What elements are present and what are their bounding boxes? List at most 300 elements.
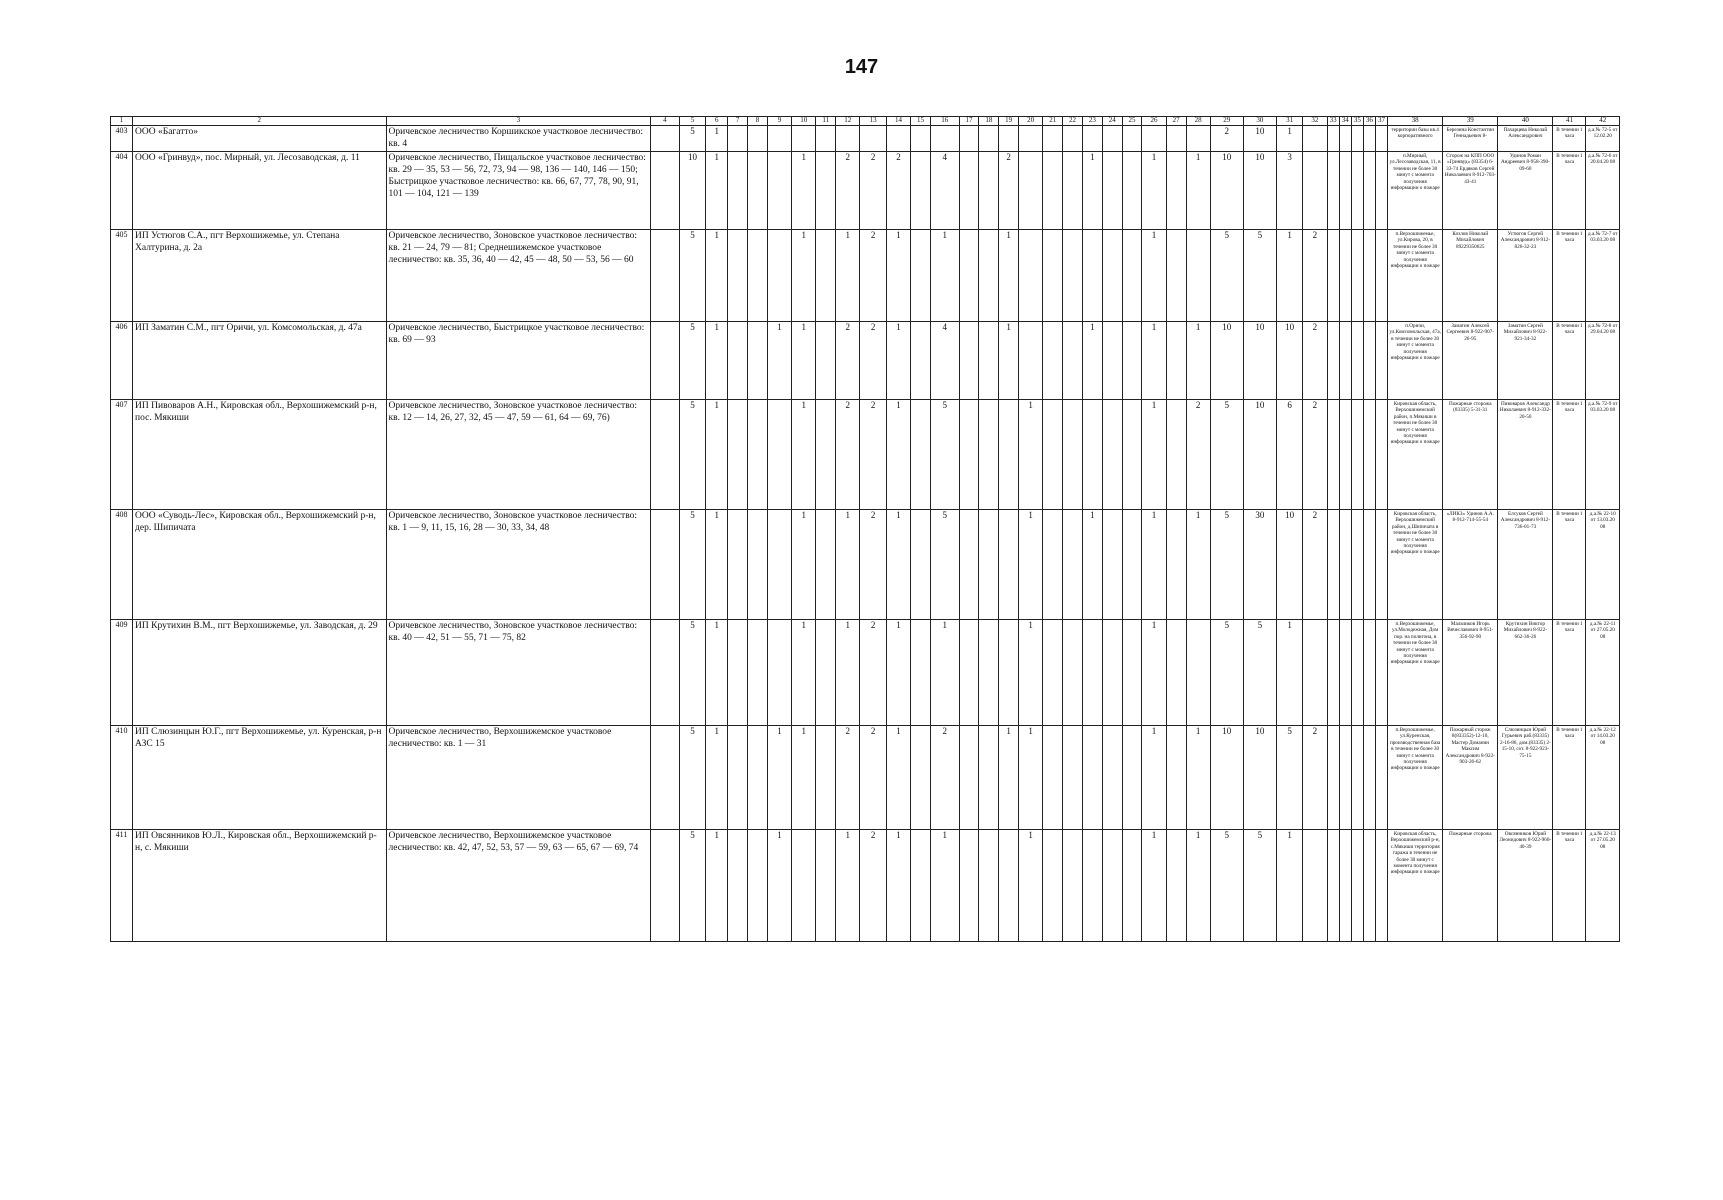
count-cell-36 [1363, 830, 1375, 942]
table-row [111, 322, 1620, 400]
count-cell-30: 5 [1243, 230, 1276, 322]
contact-cell-39: Мальчиков Игорь Вячеславович 8-951-356-92-90 [1443, 620, 1498, 726]
count-cell-36 [1363, 322, 1375, 400]
count-cell-31: 1 [1276, 126, 1302, 152]
count-cell-21 [1043, 230, 1063, 322]
column-header-14: 14 [886, 117, 910, 126]
contact-cell-41: В течении 1 часа [1553, 726, 1586, 830]
count-cell-7 [728, 620, 748, 726]
forest-area-cell: Оричевское лесничество, Пищальское участковое лесничество: кв. 29 — 35, 53 — 56, 72, 73, 94 — 98, 136 — 140, 146 — 150; Быстрицкое участковое лесничество: кв. 66, 67, 77, 78, 90, 91, 101 — 104, 121 — 139 [386, 152, 651, 230]
count-cell-22 [1063, 510, 1083, 620]
count-cell-37 [1375, 620, 1387, 726]
count-cell-18 [979, 400, 999, 510]
column-header-22: 22 [1063, 117, 1083, 126]
column-header-18: 18 [979, 117, 999, 126]
count-cell-35 [1351, 230, 1363, 322]
contact-cell-39: Березина Константин Геннадьевич 8- [1443, 126, 1498, 152]
table-row [111, 620, 1620, 726]
count-cell-36 [1363, 400, 1375, 510]
count-cell-7 [728, 400, 748, 510]
count-cell-4 [651, 620, 680, 726]
count-cell-4 [651, 400, 680, 510]
count-cell-34 [1339, 126, 1351, 152]
count-cell-20: 1 [1019, 726, 1043, 830]
row-number: 405 [111, 230, 133, 322]
count-cell-8 [748, 726, 768, 830]
row-number: 403 [111, 126, 133, 152]
page-number: 147 [844, 56, 879, 78]
count-cell-23 [1082, 126, 1102, 152]
count-cell-21 [1043, 400, 1063, 510]
count-cell-24 [1102, 510, 1122, 620]
count-cell-13: 2 [860, 620, 886, 726]
column-header-13: 13 [860, 117, 886, 126]
count-cell-37 [1375, 230, 1387, 322]
count-cell-21 [1043, 322, 1063, 400]
column-header-11: 11 [816, 117, 836, 126]
contact-cell-39: Сторож на КПП ООО «Гринвуд» (83354) 6-33-74 Ердяков Сергей Николаевич 8-912-703-43-41 [1443, 152, 1498, 230]
count-cell-23 [1082, 400, 1102, 510]
count-cell-5: 5 [679, 230, 705, 322]
count-cell-21 [1043, 510, 1063, 620]
count-cell-22 [1063, 230, 1083, 322]
forest-area-cell: Оричевское лесничество Коршикское участковое лесничество: кв. 4 [386, 126, 651, 152]
column-header-1: 1 [111, 117, 133, 126]
count-cell-15 [911, 726, 931, 830]
count-cell-8 [748, 152, 768, 230]
forest-area-cell: Оричевское лесничество, Зоновское участковое лесничество: кв. 12 — 14, 26, 27, 32, 45 — 47, 59 — 61, 64 — 69, 76) [386, 400, 651, 510]
count-cell-22 [1063, 126, 1083, 152]
count-cell-28: 2 [1186, 400, 1210, 510]
organization-cell: ИП Заматин С.М., пгт Оричи, ул. Комсомольская, д. 47а [133, 322, 387, 400]
count-cell-24 [1102, 152, 1122, 230]
count-cell-4 [651, 230, 680, 322]
count-cell-6: 1 [706, 620, 728, 726]
count-cell-25 [1122, 400, 1142, 510]
forest-area-cell: Оричевское лесничество, Зоновское участковое лесничество: кв. 40 — 42, 51 — 55, 71 — 75, 82 [386, 620, 651, 726]
count-cell-30: 10 [1243, 322, 1276, 400]
count-cell-37 [1375, 510, 1387, 620]
count-cell-9: 1 [767, 322, 791, 400]
contact-cell-42: д.а.№ 72-6 от 20.04.20 08 [1586, 152, 1620, 230]
contact-cell-42: д.а.№ 72-9 от 03.03.20 08 [1586, 400, 1620, 510]
count-cell-32: 2 [1303, 230, 1327, 322]
count-cell-24 [1102, 126, 1122, 152]
count-cell-15 [911, 126, 931, 152]
contact-cell-42: д.а.№ 22-11 от 27.05.20 08 [1586, 620, 1620, 726]
count-cell-33 [1327, 152, 1339, 230]
count-cell-9 [767, 510, 791, 620]
count-cell-35 [1351, 726, 1363, 830]
contact-cell-42: д.а.№ 72-8 от 29.04.20 08 [1586, 322, 1620, 400]
count-cell-27 [1166, 726, 1186, 830]
count-cell-9 [767, 230, 791, 322]
count-cell-14: 1 [886, 230, 910, 322]
count-cell-36 [1363, 620, 1375, 726]
count-cell-30: 10 [1243, 152, 1276, 230]
count-cell-28: 1 [1186, 510, 1210, 620]
count-cell-12: 2 [836, 152, 860, 230]
contact-cell-38: п.Оричи, ул.Комсомольская, 47а, в течении не более 30 минут с момента получения информации о пожаре [1388, 322, 1443, 400]
row-number: 411 [111, 830, 133, 942]
count-cell-32 [1303, 620, 1327, 726]
count-cell-10: 1 [792, 152, 816, 230]
count-cell-35 [1351, 510, 1363, 620]
count-cell-20: 1 [1019, 830, 1043, 942]
count-cell-7 [728, 726, 748, 830]
count-cell-29: 5 [1210, 400, 1243, 510]
row-number: 406 [111, 322, 133, 400]
count-cell-27 [1166, 126, 1186, 152]
count-cell-19 [999, 510, 1019, 620]
contact-cell-42: д.а.№ 22-12 от 14.03.20 08 [1586, 726, 1620, 830]
count-cell-12: 1 [836, 830, 860, 942]
count-cell-24 [1102, 400, 1122, 510]
count-cell-10 [792, 830, 816, 942]
count-cell-28 [1186, 230, 1210, 322]
count-cell-30: 10 [1243, 400, 1276, 510]
table-row [111, 510, 1620, 620]
count-cell-24 [1102, 230, 1122, 322]
count-cell-27 [1166, 830, 1186, 942]
count-cell-30: 10 [1243, 726, 1276, 830]
count-cell-22 [1063, 830, 1083, 942]
count-cell-20: 1 [1019, 400, 1043, 510]
count-cell-36 [1363, 126, 1375, 152]
column-header-3: 3 [386, 117, 651, 126]
count-cell-20 [1019, 152, 1043, 230]
column-header-38: 38 [1388, 117, 1443, 126]
count-cell-15 [911, 830, 931, 942]
count-cell-34 [1339, 230, 1351, 322]
organization-cell: ООО «Гринвуд», пос. Мирный, ул. Лесозаводская, д. 11 [133, 152, 387, 230]
count-cell-25 [1122, 620, 1142, 726]
count-cell-27 [1166, 620, 1186, 726]
count-cell-7 [728, 322, 748, 400]
count-cell-22 [1063, 152, 1083, 230]
contact-cell-39: Пожарные сторожа [1443, 830, 1498, 942]
count-cell-4 [651, 726, 680, 830]
count-cell-7 [728, 152, 748, 230]
count-cell-21 [1043, 620, 1063, 726]
count-cell-30: 5 [1243, 830, 1276, 942]
contact-cell-39: Пожарные сторожа (83335) 5-31-31 [1443, 400, 1498, 510]
count-cell-23 [1082, 230, 1102, 322]
count-cell-14: 1 [886, 510, 910, 620]
column-header-39: 39 [1443, 117, 1498, 126]
column-header-33: 33 [1327, 117, 1339, 126]
column-header-24: 24 [1102, 117, 1122, 126]
column-header-32: 32 [1303, 117, 1327, 126]
contact-cell-40: Удинов Роман Андреевич 8-958-390-09-60 [1498, 152, 1553, 230]
count-cell-12: 1 [836, 620, 860, 726]
organization-cell: ИП Крутихин В.М., пгт Верхошижемье, ул. Заводская, д. 29 [133, 620, 387, 726]
contact-cell-40: Овсянников Юрий Леонидович 8-922-960-40-39 [1498, 830, 1553, 942]
count-cell-4 [651, 152, 680, 230]
organization-cell: ИП Слюзинцын Ю.Г., пгт Верхошижемье, ул. Куренская, р-н АЗС 15 [133, 726, 387, 830]
organization-cell: ИП Пивоваров А.Н., Кировская обл., Верхошижемский р-н, пос. Мякиши [133, 400, 387, 510]
forest-area-cell: Оричевское лесничество, Быстрицкое участковое лесничество: кв. 69 — 93 [386, 322, 651, 400]
count-cell-13: 2 [860, 726, 886, 830]
contact-cell-40: Устюгов Сергей Александрович 8-912-826-32-23 [1498, 230, 1553, 322]
contact-cell-38: Кировская область, Верхошижемский район, п.Мякиши в течении не более 30 минут с момента получения информации о пожаре [1388, 400, 1443, 510]
count-cell-36 [1363, 726, 1375, 830]
count-cell-14: 1 [886, 322, 910, 400]
count-cell-17 [959, 510, 979, 620]
count-cell-21 [1043, 830, 1063, 942]
count-cell-20 [1019, 230, 1043, 322]
contact-cell-41: В течении 1 часа [1553, 620, 1586, 726]
count-cell-25 [1122, 726, 1142, 830]
count-cell-35 [1351, 400, 1363, 510]
count-cell-8 [748, 126, 768, 152]
count-cell-15 [911, 510, 931, 620]
column-number-header [111, 117, 1620, 126]
count-cell-14: 1 [886, 400, 910, 510]
column-header-17: 17 [959, 117, 979, 126]
contact-cell-40: Елсуков Сергей Александрович 8-912-736-01-73 [1498, 510, 1553, 620]
column-header-36: 36 [1363, 117, 1375, 126]
column-header-31: 31 [1276, 117, 1302, 126]
count-cell-26: 1 [1142, 400, 1166, 510]
contact-cell-38: Кировская область, Верхошижемский район, д.Шипичата в течении не более 30 минут с момента получения информации о пожаре [1388, 510, 1443, 620]
column-header-37: 37 [1375, 117, 1387, 126]
count-cell-24 [1102, 726, 1122, 830]
count-cell-27 [1166, 400, 1186, 510]
count-cell-6: 1 [706, 510, 728, 620]
row-number: 407 [111, 400, 133, 510]
contact-cell-38: п.Верхошижемье, ул.Кирова, 20, в течении не более 30 минут с момента получения информации о пожаре [1388, 230, 1443, 322]
column-header-25: 25 [1122, 117, 1142, 126]
count-cell-29: 5 [1210, 620, 1243, 726]
count-cell-5: 10 [679, 152, 705, 230]
count-cell-11 [816, 620, 836, 726]
count-cell-29: 5 [1210, 230, 1243, 322]
organization-cell: ООО «Суводь-Лес», Кировская обл., Верхошижемский р-н, дер. Шипичата [133, 510, 387, 620]
count-cell-29: 5 [1210, 830, 1243, 942]
count-cell-26: 1 [1142, 322, 1166, 400]
count-cell-20 [1019, 322, 1043, 400]
count-cell-6: 1 [706, 726, 728, 830]
count-cell-4 [651, 510, 680, 620]
count-cell-8 [748, 510, 768, 620]
count-cell-18 [979, 726, 999, 830]
column-header-27: 27 [1166, 117, 1186, 126]
contact-cell-38: п.Мирный, ул.Лесозаводская, 11, в течении не более 30 минут с момента получения информации о пожаре [1388, 152, 1443, 230]
count-cell-35 [1351, 152, 1363, 230]
count-cell-22 [1063, 726, 1083, 830]
count-cell-10 [792, 126, 816, 152]
count-cell-11 [816, 126, 836, 152]
count-cell-34 [1339, 322, 1351, 400]
count-cell-30: 10 [1243, 126, 1276, 152]
count-cell-16: 4 [930, 322, 959, 400]
column-header-6: 6 [706, 117, 728, 126]
count-cell-12: 2 [836, 400, 860, 510]
column-header-23: 23 [1082, 117, 1102, 126]
count-cell-5: 5 [679, 322, 705, 400]
forest-area-cell: Оричевское лесничество, Зоновское участковое лесничество: кв. 21 — 24, 79 — 81; Среднешижемское участковое лесничество: кв. 35, 36, 40 — 42, 45 — 48, 50 — 53, 56 — 60 [386, 230, 651, 322]
count-cell-25 [1122, 230, 1142, 322]
count-cell-11 [816, 400, 836, 510]
count-cell-7 [728, 510, 748, 620]
count-cell-31: 1 [1276, 830, 1302, 942]
count-cell-29: 10 [1210, 726, 1243, 830]
contact-cell-41: В течении 1 часа [1553, 510, 1586, 620]
count-cell-33 [1327, 620, 1339, 726]
column-header-15: 15 [911, 117, 931, 126]
count-cell-9 [767, 620, 791, 726]
count-cell-14: 1 [886, 726, 910, 830]
count-cell-27 [1166, 322, 1186, 400]
count-cell-5: 5 [679, 126, 705, 152]
count-cell-16: 5 [930, 400, 959, 510]
count-cell-17 [959, 230, 979, 322]
row-number: 404 [111, 152, 133, 230]
count-cell-26: 1 [1142, 510, 1166, 620]
organization-cell: ИП Овсянников Ю.Л., Кировская обл., Верхошижемский р-н, с. Мякиши [133, 830, 387, 942]
count-cell-19: 1 [999, 230, 1019, 322]
count-cell-12: 1 [836, 510, 860, 620]
count-cell-36 [1363, 152, 1375, 230]
count-cell-23: 1 [1082, 510, 1102, 620]
count-cell-35 [1351, 126, 1363, 152]
count-cell-24 [1102, 830, 1122, 942]
count-cell-32 [1303, 126, 1327, 152]
count-cell-32: 2 [1303, 510, 1327, 620]
count-cell-23: 1 [1082, 322, 1102, 400]
count-cell-19: 1 [999, 726, 1019, 830]
count-cell-32 [1303, 830, 1327, 942]
count-cell-31: 10 [1276, 510, 1302, 620]
count-cell-34 [1339, 400, 1351, 510]
count-cell-10: 1 [792, 620, 816, 726]
column-header-2: 2 [133, 117, 387, 126]
contact-cell-41: В течении 1 часа [1553, 830, 1586, 942]
count-cell-28: 1 [1186, 322, 1210, 400]
table-row [111, 400, 1620, 510]
count-cell-37 [1375, 726, 1387, 830]
count-cell-15 [911, 400, 931, 510]
count-cell-15 [911, 620, 931, 726]
count-cell-29: 10 [1210, 322, 1243, 400]
column-header-41: 41 [1553, 117, 1586, 126]
count-cell-11 [816, 510, 836, 620]
column-header-7: 7 [728, 117, 748, 126]
count-cell-18 [979, 510, 999, 620]
count-cell-6: 1 [706, 830, 728, 942]
count-cell-4 [651, 126, 680, 152]
count-cell-25 [1122, 510, 1142, 620]
contact-cell-42: д.а.№ 22-10 от 13.03.20 08 [1586, 510, 1620, 620]
count-cell-33 [1327, 230, 1339, 322]
column-header-34: 34 [1339, 117, 1351, 126]
contact-cell-39: Пожарный сторож 8(833352)-12-10, Мастер Доманин Максим Александрович 8-922-903-26-62 [1443, 726, 1498, 830]
count-cell-6: 1 [706, 400, 728, 510]
count-cell-33 [1327, 126, 1339, 152]
column-header-12: 12 [836, 117, 860, 126]
count-cell-27 [1166, 510, 1186, 620]
column-header-19: 19 [999, 117, 1019, 126]
count-cell-15 [911, 152, 931, 230]
count-cell-20 [1019, 126, 1043, 152]
count-cell-13: 2 [860, 510, 886, 620]
count-cell-33 [1327, 510, 1339, 620]
count-cell-36 [1363, 230, 1375, 322]
count-cell-17 [959, 400, 979, 510]
count-cell-19 [999, 400, 1019, 510]
count-cell-33 [1327, 400, 1339, 510]
contact-cell-41: В течении 1 часа [1553, 322, 1586, 400]
count-cell-9 [767, 400, 791, 510]
count-cell-28: 1 [1186, 830, 1210, 942]
organization-cell: ООО «Багатто» [133, 126, 387, 152]
organization-cell: ИП Устюгов С.А., пгт Верхошижемье, ул. Степана Халтурина, д. 2а [133, 230, 387, 322]
count-cell-29: 10 [1210, 152, 1243, 230]
column-header-9: 9 [767, 117, 791, 126]
count-cell-37 [1375, 830, 1387, 942]
column-header-8: 8 [748, 117, 768, 126]
contact-cell-41: В течении 1 часа [1553, 126, 1586, 152]
contact-cell-41: В течении 1 часа [1553, 400, 1586, 510]
count-cell-9: 1 [767, 830, 791, 942]
count-cell-37 [1375, 400, 1387, 510]
count-cell-10: 1 [792, 230, 816, 322]
count-cell-29: 5 [1210, 510, 1243, 620]
count-cell-14: 1 [886, 620, 910, 726]
count-cell-37 [1375, 322, 1387, 400]
count-cell-13: 2 [860, 322, 886, 400]
count-cell-30: 5 [1243, 620, 1276, 726]
count-cell-20: 1 [1019, 510, 1043, 620]
count-cell-5: 5 [679, 726, 705, 830]
count-cell-11 [816, 230, 836, 322]
count-cell-4 [651, 830, 680, 942]
forest-area-cell: Оричевское лесничество, Верхошижемское участковое лесничество: кв. 42, 47, 52, 53, 57 — 59, 63 — 65, 67 — 69, 74 [386, 830, 651, 942]
count-cell-16: 5 [930, 510, 959, 620]
count-cell-10: 1 [792, 510, 816, 620]
count-cell-16: 4 [930, 152, 959, 230]
count-cell-26: 1 [1142, 726, 1166, 830]
count-cell-8 [748, 322, 768, 400]
contact-cell-40: Пахарцева Николай Александрович [1498, 126, 1553, 152]
count-cell-5: 5 [679, 400, 705, 510]
count-cell-16: 2 [930, 726, 959, 830]
count-cell-5: 5 [679, 510, 705, 620]
contact-cell-38: п.Верхошижемье, ул.Куренская, производственная база в течении не более 30 минут с момента получения информации о пожаре [1388, 726, 1443, 830]
register-table [110, 116, 1620, 942]
contact-cell-38: п.Верхошижемье, ул.Молодежная, Дом пор. на полигона, в течении не более 30 минут с момента получения информации о пожаре [1388, 620, 1443, 726]
count-cell-19 [999, 126, 1019, 152]
count-cell-7 [728, 126, 748, 152]
count-cell-20: 1 [1019, 620, 1043, 726]
row-number: 408 [111, 510, 133, 620]
column-header-20: 20 [1019, 117, 1043, 126]
count-cell-11 [816, 152, 836, 230]
count-cell-32 [1303, 152, 1327, 230]
count-cell-35 [1351, 322, 1363, 400]
table-row [111, 830, 1620, 942]
count-cell-8 [748, 830, 768, 942]
count-cell-29: 2 [1210, 126, 1243, 152]
count-cell-19 [999, 830, 1019, 942]
count-cell-18 [979, 830, 999, 942]
count-cell-10: 1 [792, 400, 816, 510]
count-cell-32: 2 [1303, 322, 1327, 400]
count-cell-23 [1082, 726, 1102, 830]
count-cell-26 [1142, 126, 1166, 152]
column-header-5: 5 [679, 117, 705, 126]
